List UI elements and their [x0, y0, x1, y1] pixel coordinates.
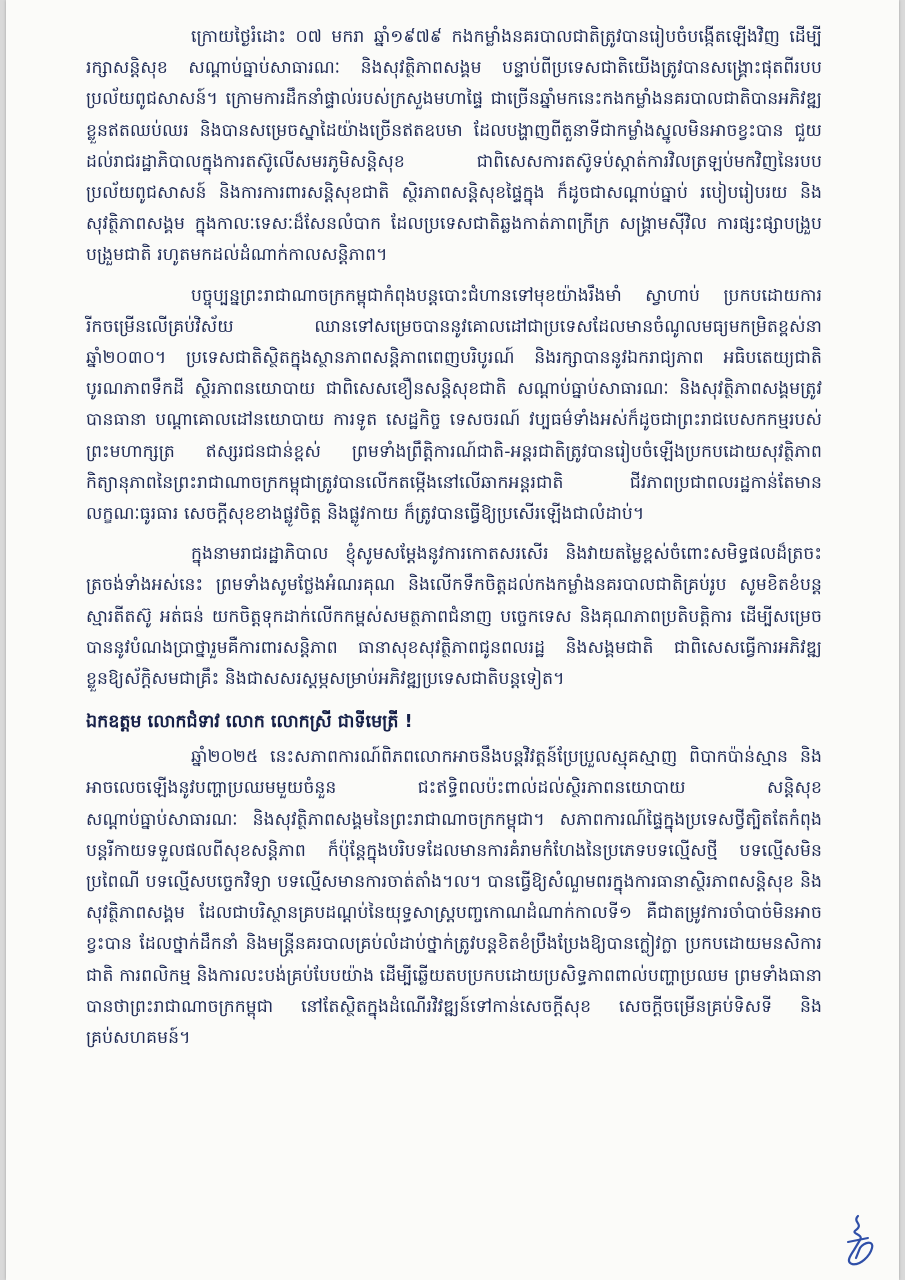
document-page [6, 0, 899, 1280]
paragraph-4: ឆ្នាំ២០២៥ នេះសភាពការណ៍ពិភពលោកអាចនឹងបន្តវិវត្តន៍ប្រែប្រួលស្មុគស្មាញ ពិបាកប៉ាន់ស្មាន និងអាចលេចឡើងនូវបញ្ហាប្រឈមមួយចំនួន ជះឥទ្ធិពលប៉ះពាល់ដល់ស្ថិរភាពនយោបាយ សន្តិសុខ សណ្តាប់ធ្នាប់សាធារណៈ និងសុវត្ថិភាពសង្គមនៃព្រះរាជាណាចក្រកម្ពុជា។ សភាពការណ៍ផ្ទៃក្នុងប្រទេសថ្វីត្បិតតែកំពុងបន្តរីកាយទទួលផលពីសុខសន្តិភាព ក៏ប៉ុន្តែក្នុងបរិបទដែលមានការគំរាមកំហែងនៃប្រភេទបទល្មើសថ្មី បទល្មើសមិនប្រពៃណី បទល្មើសបច្ចេកវិទ្យា បទល្មើសមានការចាត់តាំង។ល។ បានធ្វើឱ្យសំណួមពរក្នុងការធានាស្ថិរភាពសន្តិសុខ និងសុវត្ថិភាពសង្គម ដែលជាបរិស្ថានគ្របដណ្តប់នៃយុទ្ធសាស្ត្របញ្ចកោណដំណាក់កាលទី១ គឺជាតម្រូវការចាំបាច់មិនអាចខ្វះបាន ដែលថ្នាក់ដឹកនាំ និងមន្ត្រីនគរបាលគ្រប់លំដាប់ថ្នាក់ត្រូវបន្តខិតខំប្រឹងប្រែងឱ្យបានក្លៀវក្លា ប្រកបដោយមនសិការជាតិ ការពលិកម្ម និងការលះបង់គ្រប់បែបយ៉ាង ដើម្បីឆ្លើយតបប្រកបដោយប្រសិទ្ធភាពពាល់បញ្ហាប្រឈម ព្រមទាំងធានាបានថាព្រះរាជាណាចក្រកម្ពុជា នៅតែស្ថិតក្នុងដំណើរវិវឌ្ឍន៍ទៅកាន់សេចក្តីសុខ សេចក្តីចម្រើនគ្រប់ទិសទី និងគ្រប់សហគមន៍។ [86, 747, 822, 1049]
paragraph-1: ក្រោយថ្ងៃរំដោះ ០៧ មករា ឆ្នាំ១៩៧៩ កងកម្លាំងនគរបាលជាតិត្រូវបានរៀបចំបង្កើតឡើងវិញ ដើម្បីរក្សាសន្តិសុខ សណ្តាប់ធ្នាប់សាធារណៈ និងសុវត្ថិភាពសង្គម បន្ទាប់ពីប្រទេសជាតិយើងត្រូវបានសង្គ្រោះផុតពីរបបប្រល័យពូជសាសន៍។ ក្រោមការដឹកនាំផ្ទាល់របស់ក្រសួងមហាផ្ទៃ ជាច្រើនឆ្នាំមកនេះកងកម្លាំងនគរបាលជាតិបានអភិវឌ្ឍខ្លួនឥតឈប់ឈរ និងបានសម្រេចស្នាដៃយ៉ាងច្រើនឥតឧបមា ដែលបង្ហាញពីតួនាទីជាកម្លាំងស្នូលមិនអាចខ្វះបាន ជួយដល់រាជរដ្ឋាភិបាលក្នុងការតស៊ូលើសមរភូមិសន្តិសុខ ជាពិសេសការតស៊ូទប់ស្កាត់ការវិលត្រឡប់មកវិញនៃរបបប្រល័យពូជសាសន៍ និងការការពារសន្តិសុខជាតិ ស្ថិរភាពសន្តិសុខផ្ទៃក្នុង ក៏ដូចជាសណ្តាប់ធ្នាប់ របៀបរៀបរយ និងសុវត្ថិភាពសង្គម ក្នុងកាលៈទេសៈដ៏សែនលំបាក ដែលប្រទេសជាតិឆ្លងកាត់ភាពក្រីក្រ សង្គ្រាមស៊ីវិល ការផ្សះផ្សាបង្រួបបង្រួមជាតិ រហូតមកដល់ដំណាក់កាលសន្តិភាព។ [86, 27, 822, 266]
salutation-heading: ឯកឧត្តម លោកជំទាវ លោក លោកស្រី ជាទីមេត្រី ! [86, 712, 413, 733]
document-body [86, 22, 822, 1054]
paragraph-3: ក្នុងនាមរាជរដ្ឋាភិបាល ខ្ញុំសូមសម្តែងនូវការកោតសរសើរ និងវាយតម្លៃខ្ពស់ចំពោះសមិទ្ធផលដ៏ត្រចះត្រចង់ទាំងអស់នេះ ព្រមទាំងសូមថ្លែងអំណរគុណ និងលើកទឹកចិត្តដល់កងកម្លាំងនគរបាលជាតិគ្រប់រូប សូមខិតខំបន្តស្មារតីតស៊ូ អត់ធន់ យកចិត្តទុកដាក់លើកកម្ពស់សមត្ថភាពជំនាញ បច្ចេកទេស និងគុណភាពប្រតិបត្តិការ ដើម្បីសម្រេចបាននូវបំណងប្រាថ្នារួមគឺការពារសន្តិភាព ធានាសុខសុវត្ថិភាពជូនពលរដ្ឋ និងសង្គមជាតិ ជាពិសេសធ្វើការអភិវឌ្ឍខ្លួនឱ្យស័ក្តិសមជាគ្រឹះ និងជាសសរស្តម្ភសម្រាប់អភិវឌ្ឍប្រទេសជាតិបន្តទៀត។ [86, 544, 822, 690]
paragraph-2: បច្ចុប្បន្នព្រះរាជាណាចក្រកម្ពុជាកំពុងបន្តបោះជំហានទៅមុខយ៉ាងរឹងមាំ ស្វាហាប់ ប្រកបដោយការរីកចម្រើនលើគ្រប់វិស័យ ឈានទៅសម្រេចបាននូវគោលដៅជាប្រទេសដែលមានចំណូលមធ្យមកម្រិតខ្ពស់នាឆ្នាំ២០៣០។ ប្រទេសជាតិស្ថិតក្នុងស្ថានភាពសន្តិភាពពេញបរិបូរណ៍ និងរក្សាបាននូវឯករាជ្យភាព អធិបតេយ្យជាតិ បូរណភាពទឹកដី ស្ថិរភាពនយោបាយ ជាពិសេសខឿនសន្តិសុខជាតិ សណ្តាប់ធ្នាប់សាធារណៈ និងសុវត្ថិភាពសង្គមត្រូវបានធានា បណ្តាគោលដៅនយោបាយ ការទូត សេដ្ឋកិច្ច ទេសចរណ៍ វប្បធម៌ទាំងអស់ក៏ដូចជាព្រះរាជបេសកកម្មរបស់ព្រះមហាក្សត្រ ឥស្សរជនជាន់ខ្ពស់ ព្រមទាំងព្រឹត្តិការណ៍ជាតិ-អន្តរជាតិត្រូវបានរៀបចំឡើងប្រកបដោយសុវត្ថិភាព កិត្យានុភាពនៃព្រះរាជាណាចក្រកម្ពុជាត្រូវបានលើកតម្កើងនៅលើឆាកអន្តរជាតិ ជីវភាពប្រជាពលរដ្ឋកាន់តែមានលក្ខណៈធូរធារ សេចក្តីសុខខាងផ្លូវចិត្ត និងផ្លូវកាយ ក៏ត្រូវបានធ្វើឱ្យប្រសើរឡើងជាលំដាប់។ [86, 285, 822, 525]
initials-signature [834, 1212, 884, 1268]
